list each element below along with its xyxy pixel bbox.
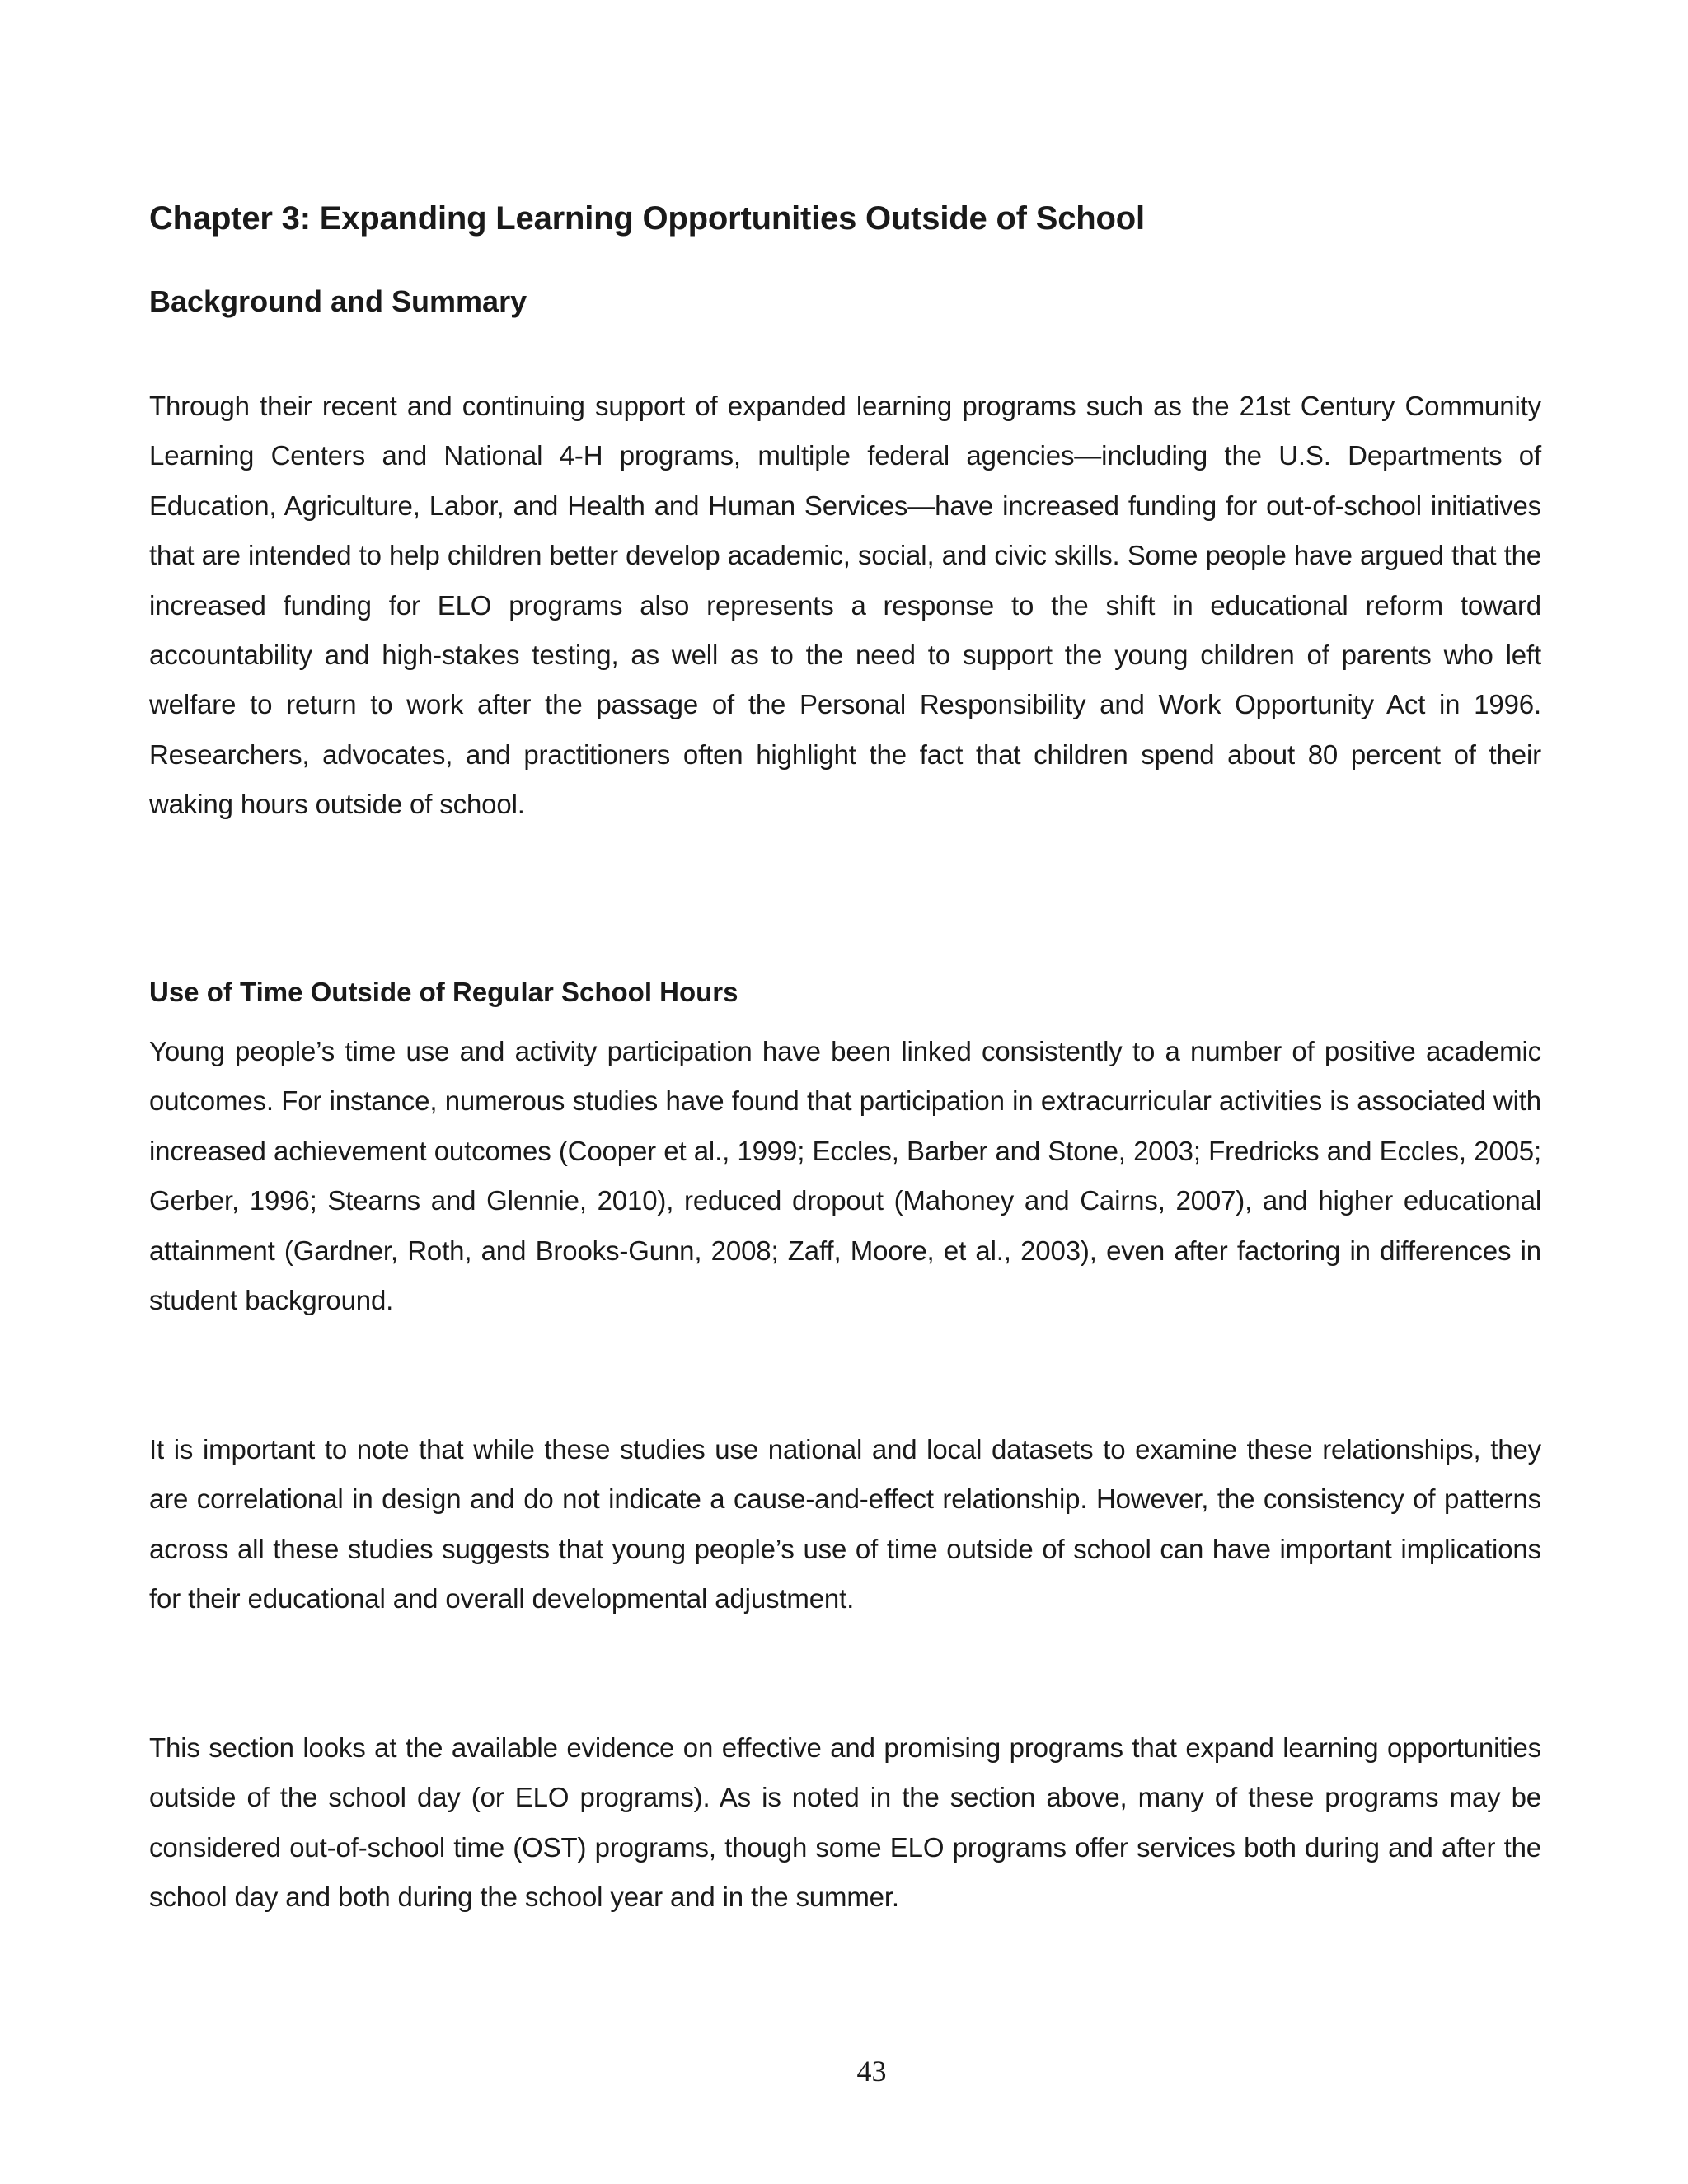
paragraph-use-of-time-1: Young people’s time use and activity participation have been linked consistently to a number of positive academic outcomes. For instance, numerous studies have found that participation in extracurricular activities is associated with increased achievement outcomes (Cooper et al., 1999; Eccles, Barber and Stone, 2003; Fredricks and Eccles, 2005; Gerber, 1996; Stearns and Glennie, 2010), reduced dropout (Mahoney and Cairns, 2007), and higher educational attainment (Gardner, Roth, and Brooks-Gunn, 2008; Zaff, Moore, et al., 2003), even after factoring in differences in student background. <box>149 1036 1541 1316</box>
chapter-title: Chapter 3: Expanding Learning Opportunities Outside of School <box>149 200 1145 237</box>
page-number: 43 <box>856 2055 887 2088</box>
paragraph-use-of-time-2: It is important to note that while these studies use national and local datasets to examine these relationships, they are correlational in design and do not indicate a cause-and-effect relationship. However, the consistency of patterns across all these studies suggests that young people’s use of time outside of school can have important implications for their educational and overall developmental adjustment. <box>149 1434 1541 1615</box>
paragraph-background: Through their recent and continuing support of expanded learning programs such as the 21st Century Community Learning Centers and National 4-H programs, multiple federal agencies—including the U.S. Departments of Education, Agriculture, Labor, and Health and Human Services—have increased funding for out-of-school initiatives that are intended to help children better develop academic, social, and civic skills. Some people have argued that the increased funding for ELO programs also represents a response to the shift in educational reform toward accountability and high-stakes testing, as well as to the need to support the young children of parents who left welfare to return to work after the passage of the Personal Responsibility and Work Opportunity Act in 1996. Researchers, advocates, and practitioners often highlight the fact that children spend about 80 percent of their waking hours outside of school. <box>149 391 1541 820</box>
section-heading-background: Background and Summary <box>149 284 528 318</box>
paragraph-use-of-time-3: This section looks at the available evidence on effective and promising programs that expand learning opportunities outside of the school day (or ELO programs). As is noted in the section above, many of these programs may be considered out-of-school time (OST) programs, though some ELO programs offer services both during and after the school day and both during the school year and in the summer. <box>149 1732 1541 1913</box>
section-heading-use-of-time: Use of Time Outside of Regular School Hours <box>149 977 738 1007</box>
